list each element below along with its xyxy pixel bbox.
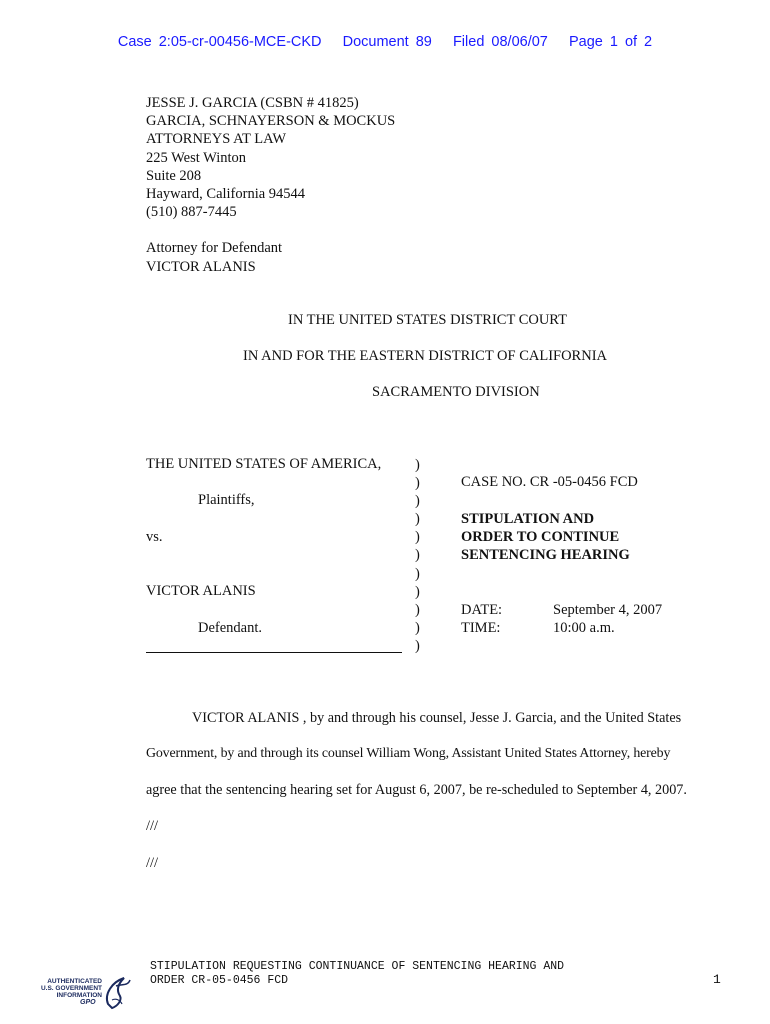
paren: ) [415, 565, 420, 582]
eagle-icon [102, 974, 132, 1012]
attorney-client: VICTOR ALANIS [146, 258, 256, 275]
paren: ) [415, 619, 420, 636]
page-number: 1 [713, 972, 721, 987]
caption-paren-column [415, 456, 420, 655]
plaintiff-role: Plaintiffs, [198, 492, 255, 508]
attorney-line: (510) 887-7445 [146, 204, 237, 221]
seal-text: INFORMATION [56, 992, 102, 999]
attorney-block [146, 94, 395, 276]
filing-header [0, 34, 770, 50]
paren: ) [415, 511, 420, 528]
header-page: Page 1 of 2 [568, 34, 653, 50]
defendant-name: VICTOR ALANIS [146, 583, 256, 599]
header-document: Document 89 [342, 34, 432, 50]
time-value: 10:00 a.m. [553, 620, 615, 636]
footer-caption [150, 960, 564, 988]
paren: ) [415, 601, 420, 618]
body-paragraph-line: agree that the sentencing hearing set for August 6, 2007, be re-scheduled to September 4, 2007. [146, 782, 687, 798]
court-division: SACRAMENTO DIVISION [372, 384, 540, 400]
footer-line: ORDER CR-05-0456 FCD [150, 974, 289, 987]
paren: ) [415, 493, 420, 510]
paren: ) [415, 583, 420, 600]
gpo-mark: GPO [80, 999, 96, 1006]
attorney-line: 225 West Winton [146, 149, 247, 166]
versus-label: vs. [146, 529, 163, 545]
body-paragraph-line: VICTOR ALANIS , by and through his counsel, Jesse J. Garcia, and the United States [192, 710, 682, 726]
gpo-authentication-seal [40, 972, 136, 1012]
caption-underline [146, 652, 402, 653]
attorney-line: Suite 208 [146, 167, 202, 184]
document-title-line: SENTENCING HEARING [461, 547, 630, 563]
section-separator: /// [146, 818, 159, 834]
plaintiff-name: THE UNITED STATES OF AMERICA, [146, 456, 382, 472]
seal-text: AUTHENTICATED [47, 978, 102, 985]
body-paragraph-line: Government, by and through its counsel William Wong, Assistant United States Attorney, hereby [146, 746, 671, 761]
section-separator: /// [146, 855, 159, 871]
paren: ) [415, 529, 420, 546]
document-title-line: STIPULATION AND [461, 511, 595, 527]
court-district: IN AND FOR THE EASTERN DISTRICT OF CALIFORNIA [243, 348, 608, 364]
defendant-role: Defendant. [198, 620, 263, 636]
document-title-line: ORDER TO CONTINUE [461, 529, 620, 545]
attorney-line: ATTORNEYS AT LAW [146, 131, 287, 148]
header-filed: Filed 08/06/07 [452, 34, 548, 50]
header-case-number: Case 2:05-cr-00456-MCE-CKD [117, 34, 322, 50]
time-label: TIME: [461, 620, 501, 636]
date-value: September 4, 2007 [553, 602, 663, 618]
attorney-line: Hayward, California 94544 [146, 186, 306, 203]
paren: ) [415, 547, 420, 564]
attorney-role: Attorney for Defendant [146, 240, 283, 257]
attorney-line: JESSE J. GARCIA (CSBN # 41825) [146, 95, 359, 111]
footer-line: STIPULATION REQUESTING CONTINUANCE OF SENTENCING HEARING AND [150, 960, 565, 973]
case-number: CASE NO. CR -05-0456 FCD [461, 474, 638, 490]
paren: ) [415, 457, 420, 473]
paren: ) [415, 637, 420, 654]
paren: ) [415, 475, 420, 492]
court-title: IN THE UNITED STATES DISTRICT COURT [288, 312, 567, 328]
date-label: DATE: [461, 602, 503, 618]
seal-text: U.S. GOVERNMENT [40, 985, 102, 992]
attorney-line: GARCIA, SCHNAYERSON & MOCKUS [146, 113, 396, 130]
